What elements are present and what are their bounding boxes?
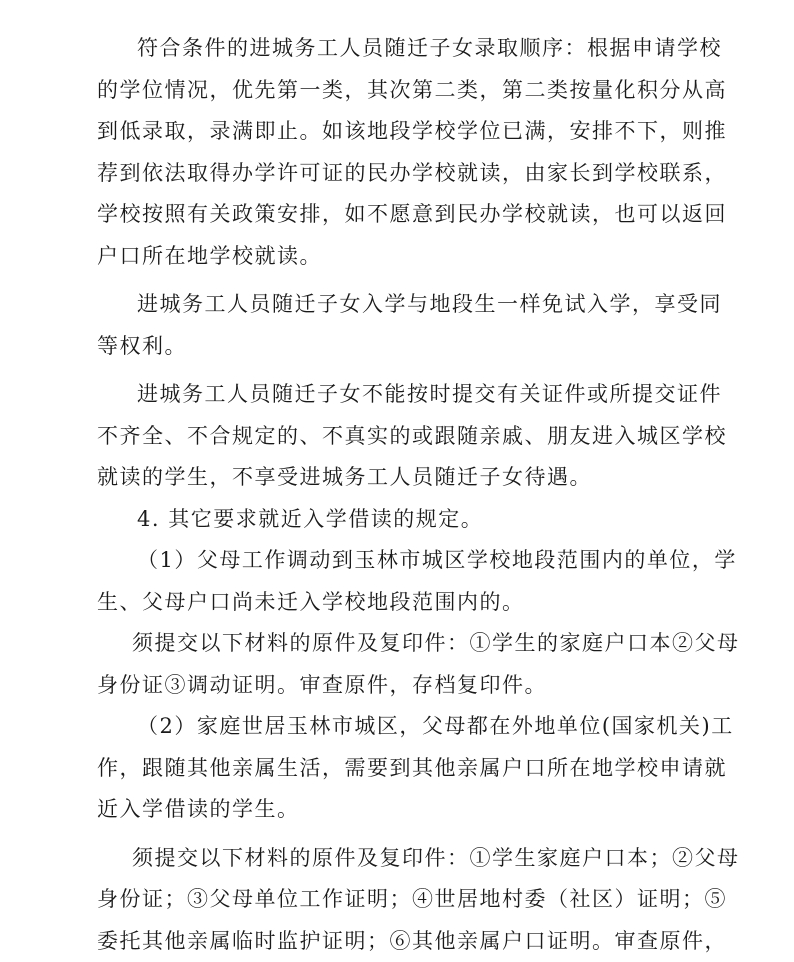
paragraph-line: 生、父母户口尚未迁入学校地段范围内的。	[97, 582, 722, 624]
paragraph-line: 的学位情况，优先第一类，其次第二类，第二类按量化积分从高	[97, 70, 722, 112]
paragraph-line: 近入学借读的学生。	[97, 789, 722, 831]
paragraph-line: 身份证；③父母单位工作证明；④世居地村委（社区）证明；⑤	[97, 879, 722, 921]
paragraph-line: （1）父母工作调动到玉林市城区学校地段范围内的单位，学	[97, 540, 722, 582]
paragraph-line: 符合条件的进城务工人员随迁子女录取顺序：根据申请学校	[97, 28, 722, 70]
paragraph-line: 等权利。	[97, 326, 722, 368]
paragraph-line: （2）家庭世居玉林市城区，父母都在外地单位(国家机关)工	[97, 706, 722, 748]
paragraph-line: 户口所在地学校就读。	[97, 236, 722, 278]
paragraph-line: 就读的学生，不享受进城务工人员随迁子女待遇。	[97, 457, 722, 499]
paragraph-line: 荐到依法取得办学许可证的民办学校就读，由家长到学校联系，	[97, 153, 722, 195]
paragraph-line: 学校按照有关政策安排，如不愿意到民办学校就读，也可以返回	[97, 194, 722, 236]
paragraph-line: 委托其他亲属临时监护证明；⑥其他亲属户口证明。审查原件，	[97, 921, 722, 962]
paragraph-line: 到低录取，录满即止。如该地段学校学位已满，安排不下，则推	[97, 111, 722, 153]
paragraph-line: 进城务工人员随迁子女入学与地段生一样免试入学，享受同	[97, 284, 722, 326]
paragraph-line: 作，跟随其他亲属生活，需要到其他亲属户口所在地学校申请就	[97, 748, 722, 790]
paragraph-line: 身份证③调动证明。审查原件，存档复印件。	[97, 665, 722, 707]
paragraph-line: 进城务工人员随迁子女不能按时提交有关证件或所提交证件	[97, 374, 722, 416]
paragraph-line: 须提交以下材料的原件及复印件：①学生家庭户口本；②父母	[97, 838, 722, 880]
paragraph-line: 不齐全、不合规定的、不真实的或跟随亲戚、朋友进入城区学校	[97, 416, 722, 458]
section-heading: 4. 其它要求就近入学借读的规定。	[97, 499, 722, 541]
paragraph-line: 须提交以下材料的原件及复印件：①学生的家庭户口本②父母	[97, 623, 722, 665]
